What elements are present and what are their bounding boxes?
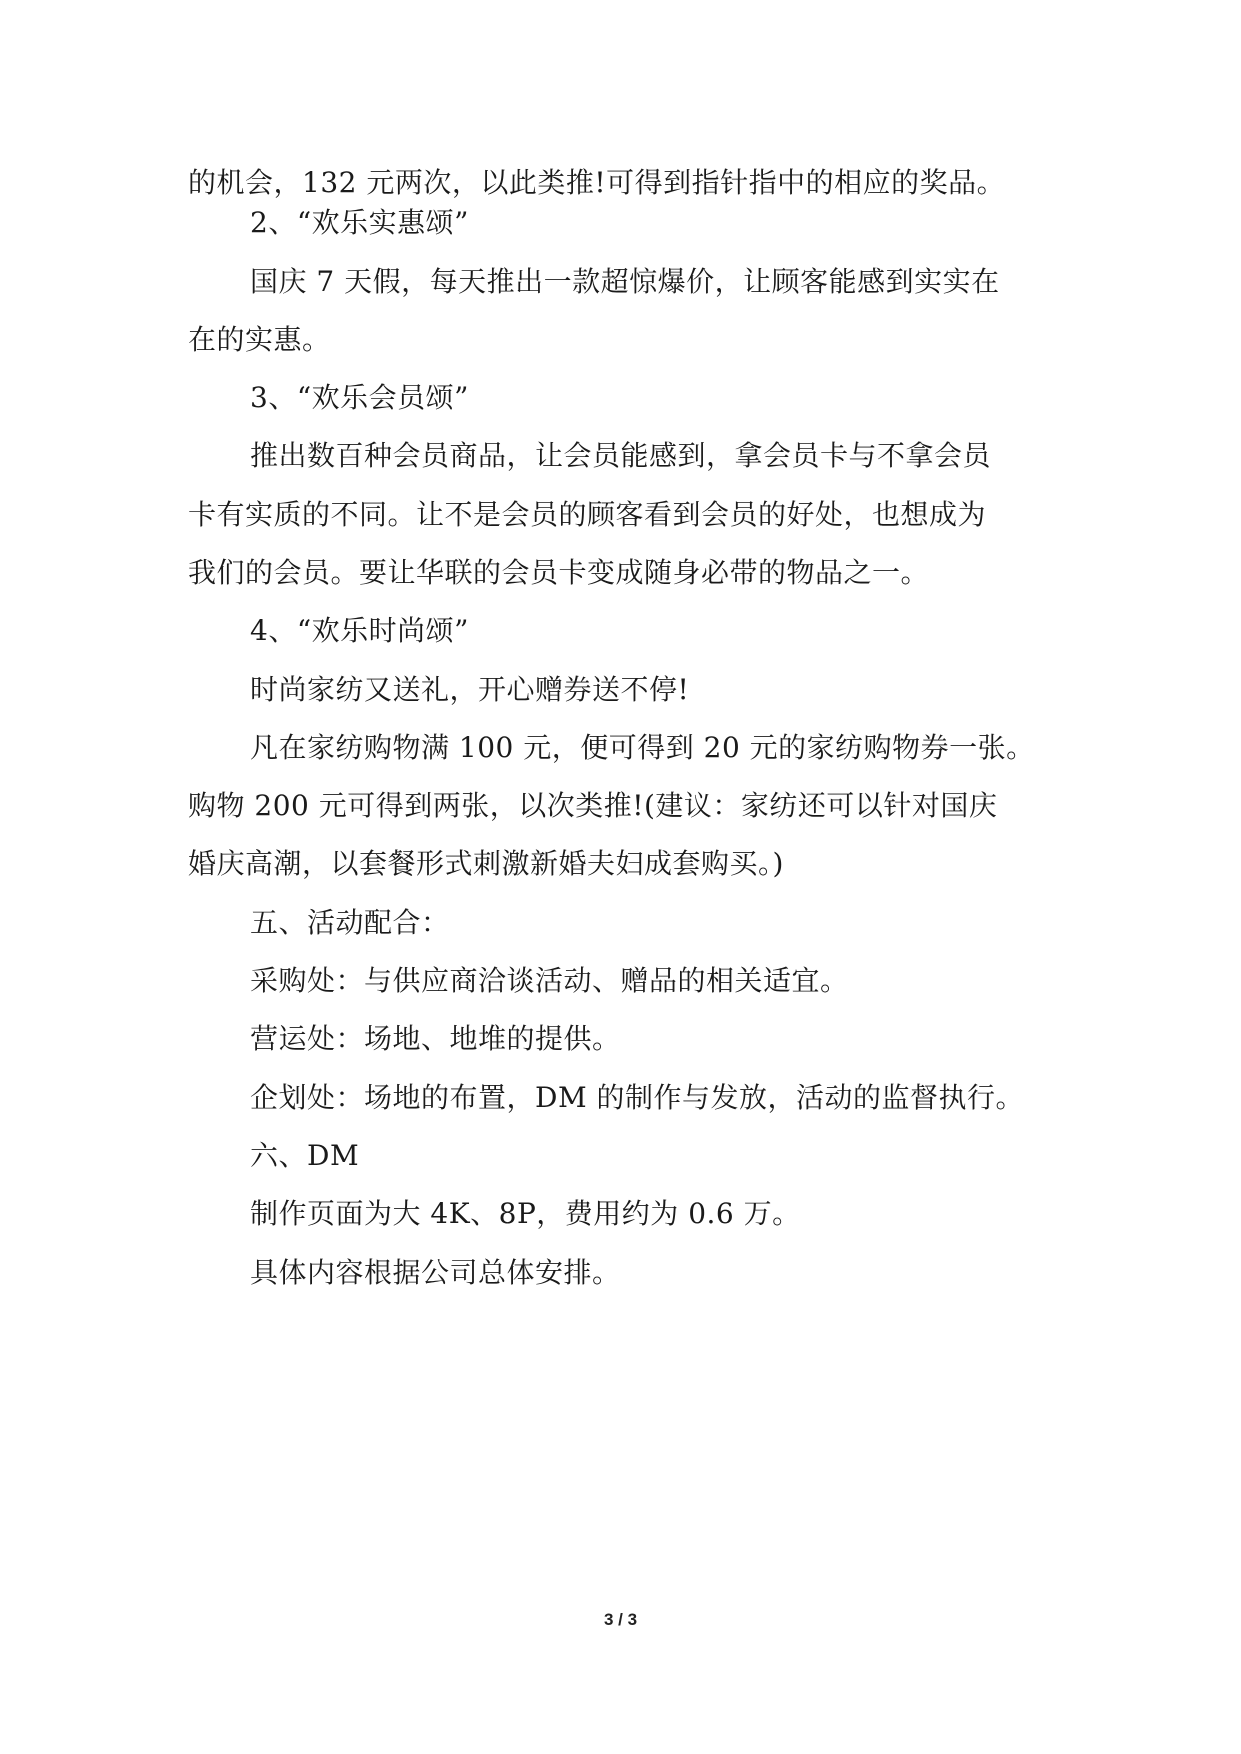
paragraph-line: 购物 200 元可得到两张，以次类推!(建议：家纺还可以针对国庆 [188,789,998,822]
paragraph-line: 卡有实质的不同。让不是会员的顾客看到会员的好处，也想成为 [188,498,987,531]
paragraph-line: 具体内容根据公司总体安排。 [250,1256,621,1289]
paragraph-line: 采购处：与供应商洽谈活动、赠品的相关适宜。 [250,964,849,997]
section-heading: 2、“欢乐实惠颂” [250,206,469,239]
paragraph-line: 时尚家纺又送礼，开心赠券送不停! [250,673,690,706]
paragraph-line: 在的实惠。 [188,323,331,356]
section-heading: 4、“欢乐时尚颂” [250,614,469,647]
paragraph-line: 制作页面为大 4K、8P，费用约为 0.6 万。 [250,1197,801,1230]
paragraph-line: 我们的会员。要让华联的会员卡变成随身必带的物品之一。 [188,556,930,589]
paragraph-line: 凡在家纺购物满 100 元，便可得到 20 元的家纺购物券一张。 [250,731,1035,764]
paragraph-line: 的机会，132 元两次，以此类推!可得到指针指中的相应的奖品。 [188,166,1006,199]
paragraph-line: 婚庆高潮，以套餐形式刺激新婚夫妇成套购买。) [188,847,784,880]
paragraph-line: 国庆 7 天假，每天推出一款超惊爆价，让顾客能感到实实在 [250,265,1000,298]
paragraph-line: 企划处：场地的布置，DM 的制作与发放，活动的监督执行。 [250,1081,1025,1114]
section-heading: 3、“欢乐会员颂” [250,381,469,414]
page-number: 3 / 3 [603,1610,638,1629]
paragraph-line: 推出数百种会员商品，让会员能感到，拿会员卡与不拿会员 [250,439,992,472]
paragraph-line: 营运处：场地、地堆的提供。 [250,1022,621,1055]
section-heading: 五、活动配合： [250,906,450,939]
section-heading: 六、DM [250,1139,360,1172]
